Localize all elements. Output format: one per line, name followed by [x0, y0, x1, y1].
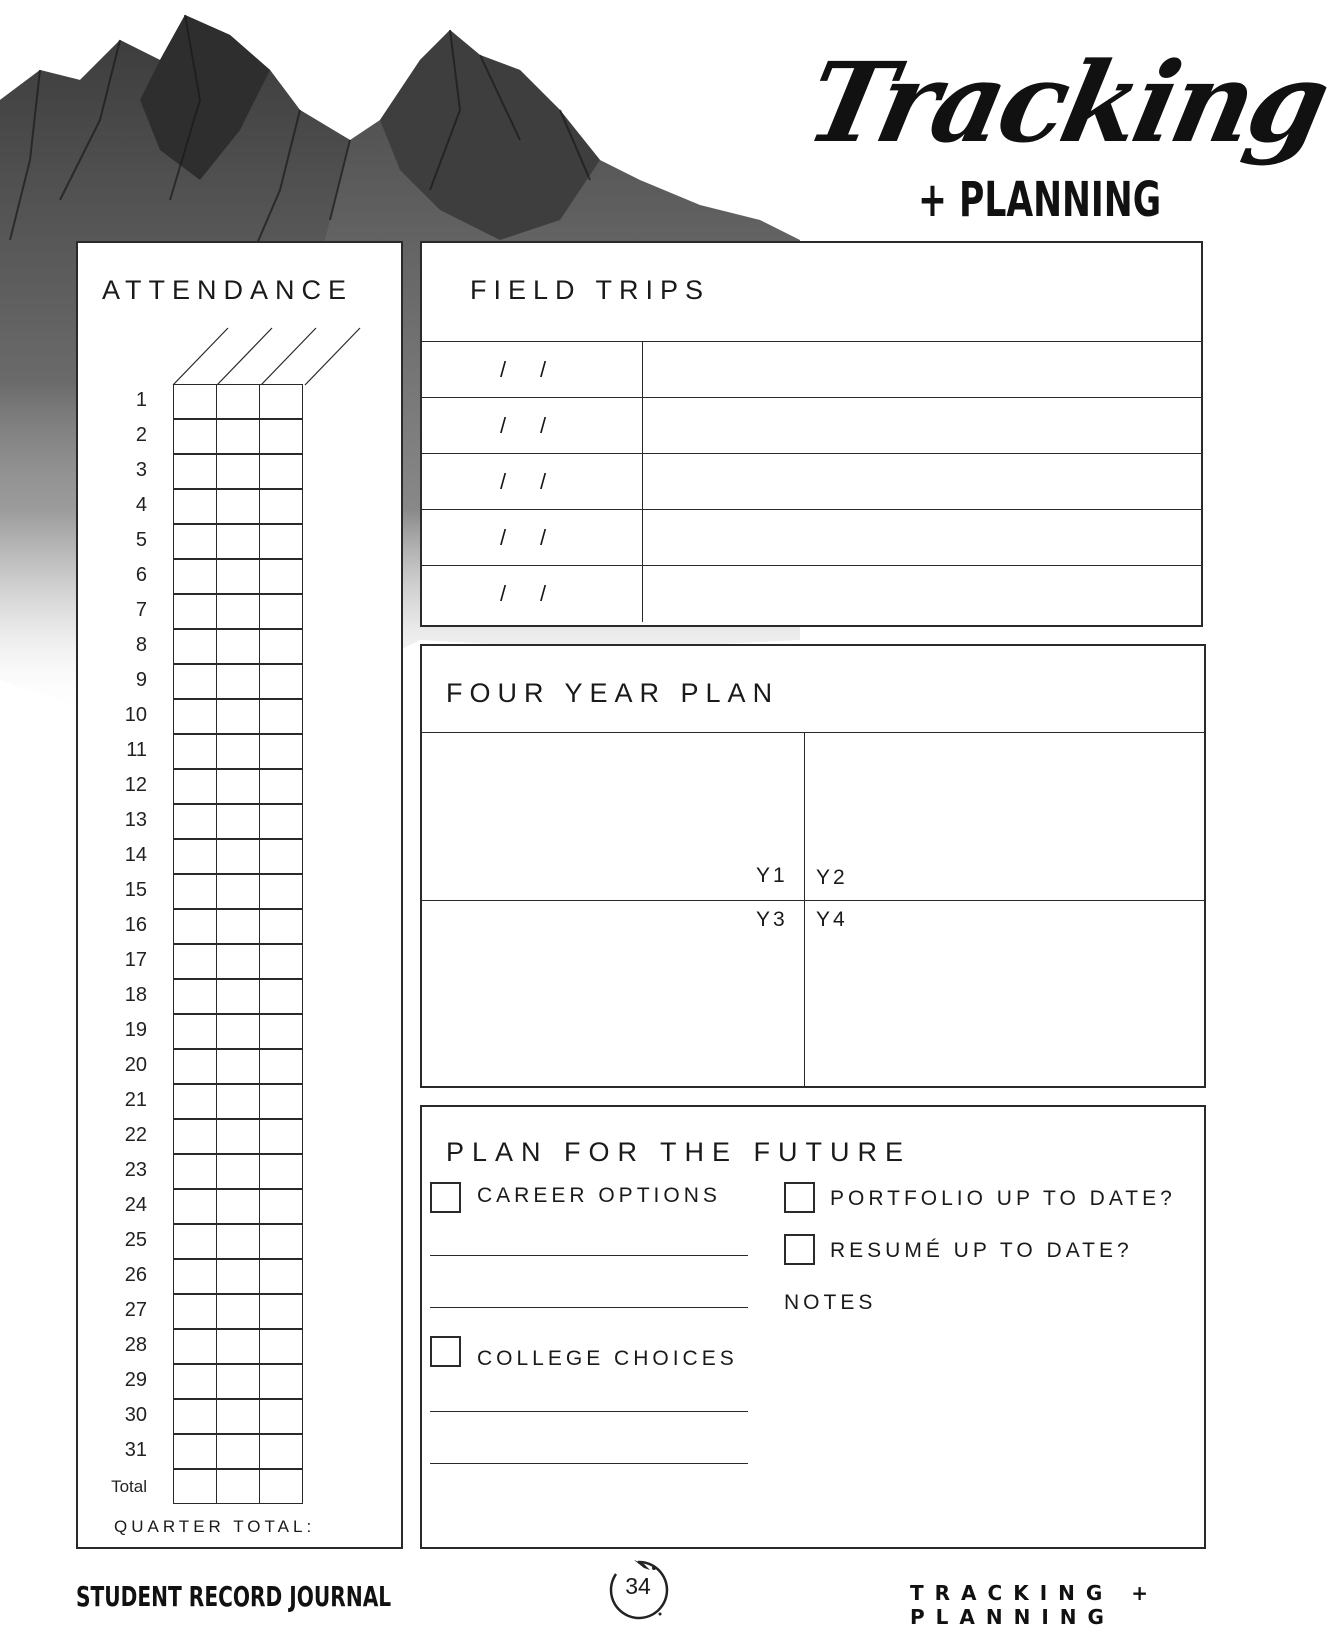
- attendance-cell[interactable]: [173, 524, 217, 559]
- attendance-cell[interactable]: [259, 664, 303, 699]
- attendance-row-number: 10: [124, 704, 147, 726]
- attendance-row-number: 16: [124, 914, 147, 936]
- field-trip-date-field[interactable]: [422, 398, 643, 454]
- y3-label[interactable]: Y3: [756, 908, 788, 931]
- attendance-total-cell[interactable]: [173, 1469, 217, 1504]
- date-slash: /: [500, 525, 507, 550]
- attendance-cell[interactable]: [216, 1119, 260, 1154]
- attendance-cell[interactable]: [216, 1329, 260, 1364]
- attendance-row-number: 1: [135, 389, 147, 411]
- attendance-cell[interactable]: [259, 1434, 303, 1469]
- attendance-cell[interactable]: [259, 384, 303, 419]
- attendance-cell[interactable]: [173, 1364, 217, 1399]
- resume-label: RESUMÉ UP TO DATE?: [830, 1239, 1133, 1262]
- attendance-cell[interactable]: [173, 979, 217, 1014]
- field-trip-date-field[interactable]: [422, 454, 643, 510]
- attendance-cell[interactable]: [259, 1329, 303, 1364]
- attendance-cell[interactable]: [259, 419, 303, 454]
- date-slash: /: [540, 357, 547, 382]
- attendance-cell[interactable]: [216, 629, 260, 664]
- notes-label: NOTES: [784, 1291, 877, 1314]
- attendance-total-cell[interactable]: [259, 1469, 303, 1504]
- attendance-cell[interactable]: [173, 1434, 217, 1469]
- attendance-row-number: 3: [135, 459, 147, 481]
- attendance-cell[interactable]: [173, 839, 217, 874]
- attendance-cell[interactable]: [216, 524, 260, 559]
- attendance-cell[interactable]: [216, 1294, 260, 1329]
- attendance-row-number: 25: [124, 1229, 147, 1251]
- attendance-row-number: 30: [124, 1404, 147, 1426]
- attendance-cell[interactable]: [216, 979, 260, 1014]
- attendance-cell[interactable]: [259, 944, 303, 979]
- attendance-cell[interactable]: [216, 419, 260, 454]
- attendance-cell[interactable]: [216, 1434, 260, 1469]
- attendance-cell[interactable]: [259, 1049, 303, 1084]
- attendance-cell[interactable]: [173, 1189, 217, 1224]
- attendance-row-number: 2: [135, 424, 147, 446]
- attendance-cell[interactable]: [173, 384, 217, 419]
- attendance-row-number: 29: [124, 1369, 147, 1391]
- attendance-panel: [76, 241, 403, 1549]
- attendance-row-number: 28: [124, 1334, 147, 1356]
- attendance-cell[interactable]: [173, 1399, 217, 1434]
- attendance-cell[interactable]: [216, 1259, 260, 1294]
- date-slash: /: [500, 357, 507, 382]
- attendance-cell[interactable]: [259, 1399, 303, 1434]
- page-number-badge: [604, 1556, 672, 1624]
- attendance-row-number: 11: [126, 739, 147, 761]
- field-trip-date-field[interactable]: [422, 566, 643, 622]
- attendance-cell[interactable]: [173, 1294, 217, 1329]
- attendance-cell[interactable]: [259, 804, 303, 839]
- attendance-cell[interactable]: [259, 524, 303, 559]
- attendance-cell[interactable]: [216, 1224, 260, 1259]
- attendance-cell[interactable]: [216, 1364, 260, 1399]
- attendance-cell[interactable]: [173, 489, 217, 524]
- attendance-cell[interactable]: [173, 1049, 217, 1084]
- attendance-cell[interactable]: [259, 559, 303, 594]
- attendance-cell[interactable]: [173, 1014, 217, 1049]
- field-trip-row: [422, 341, 1201, 399]
- attendance-cell[interactable]: [173, 1259, 217, 1294]
- field-trip-date-field[interactable]: [422, 510, 643, 566]
- attendance-row-number: 8: [135, 634, 147, 656]
- attendance-cell[interactable]: [259, 979, 303, 1014]
- attendance-cell[interactable]: [259, 629, 303, 664]
- attendance-row-number: 18: [124, 984, 147, 1006]
- title-script: Tracking: [796, 38, 1337, 167]
- field-trip-description-field[interactable]: [644, 454, 1201, 510]
- attendance-header-diagonals: [168, 313, 368, 388]
- attendance-row-number: 13: [124, 809, 147, 831]
- attendance-cell[interactable]: [216, 804, 260, 839]
- attendance-cell[interactable]: [259, 699, 303, 734]
- attendance-cell[interactable]: [173, 874, 217, 909]
- attendance-cell[interactable]: [259, 454, 303, 489]
- portfolio-label: PORTFOLIO UP TO DATE?: [830, 1187, 1176, 1210]
- attendance-cell[interactable]: [216, 944, 260, 979]
- footer-section-title: TRACKING + PLANNING: [910, 1581, 1160, 1629]
- attendance-cell[interactable]: [173, 1119, 217, 1154]
- attendance-cell[interactable]: [259, 1224, 303, 1259]
- field-trip-row: [422, 509, 1201, 567]
- field-trip-row: [422, 453, 1201, 511]
- attendance-row-number: 5: [135, 529, 147, 551]
- career-options-label: CAREER OPTIONS: [477, 1184, 721, 1207]
- attendance-cell[interactable]: [173, 944, 217, 979]
- attendance-row-number: 26: [124, 1264, 147, 1286]
- attendance-cell[interactable]: [173, 454, 217, 489]
- attendance-cell[interactable]: [216, 909, 260, 944]
- attendance-cell[interactable]: [259, 909, 303, 944]
- attendance-cell[interactable]: [216, 734, 260, 769]
- plan-for-future-title: PLAN FOR THE FUTURE: [446, 1137, 912, 1167]
- date-slash: /: [500, 469, 507, 494]
- attendance-cell[interactable]: [259, 489, 303, 524]
- four-year-plan-panel: [420, 644, 1206, 1088]
- attendance-cell[interactable]: [216, 664, 260, 699]
- date-slash: /: [540, 525, 547, 550]
- title-subtitle: + PLANNING: [918, 172, 1162, 228]
- attendance-cell[interactable]: [216, 1399, 260, 1434]
- attendance-cell[interactable]: [216, 1014, 260, 1049]
- plan-for-future-panel: [420, 1105, 1206, 1549]
- four-year-plan-title: FOUR YEAR PLAN: [446, 678, 780, 708]
- attendance-row-number: 14: [124, 844, 147, 866]
- attendance-cell[interactable]: [173, 804, 217, 839]
- attendance-cell[interactable]: [259, 1084, 303, 1119]
- attendance-cell[interactable]: [259, 594, 303, 629]
- field-trips-title: FIELD TRIPS: [470, 275, 711, 305]
- attendance-cell[interactable]: [216, 454, 260, 489]
- attendance-cell[interactable]: [216, 384, 260, 419]
- attendance-cell[interactable]: [173, 629, 217, 664]
- attendance-cell[interactable]: [259, 1119, 303, 1154]
- attendance-row-number: 21: [124, 1089, 147, 1111]
- attendance-cell[interactable]: [259, 839, 303, 874]
- attendance-cell[interactable]: [216, 1084, 260, 1119]
- attendance-cell[interactable]: [173, 559, 217, 594]
- attendance-cell[interactable]: [216, 839, 260, 874]
- attendance-cell[interactable]: [173, 664, 217, 699]
- attendance-cell[interactable]: [216, 559, 260, 594]
- attendance-cell[interactable]: [216, 1154, 260, 1189]
- attendance-cell[interactable]: [173, 594, 217, 629]
- four-year-divider-top: [422, 732, 1204, 733]
- attendance-cell[interactable]: [259, 769, 303, 804]
- attendance-cell[interactable]: [259, 1364, 303, 1399]
- quarter-total-label: QUARTER TOTAL:: [114, 1517, 316, 1536]
- attendance-row-number: 15: [124, 879, 147, 901]
- field-trip-row: [422, 565, 1201, 623]
- attendance-cell[interactable]: [173, 769, 217, 804]
- date-slash: /: [540, 413, 547, 438]
- attendance-cell[interactable]: [173, 909, 217, 944]
- field-trip-description-field[interactable]: [644, 398, 1201, 454]
- attendance-cell[interactable]: [173, 1154, 217, 1189]
- attendance-cell[interactable]: [259, 1154, 303, 1189]
- attendance-row-number: 27: [124, 1299, 147, 1321]
- y2-label[interactable]: Y2: [816, 866, 848, 889]
- attendance-row-number: 20: [124, 1054, 147, 1076]
- date-slash: /: [540, 581, 547, 606]
- attendance-cell[interactable]: [259, 874, 303, 909]
- attendance-row-number: 6: [135, 564, 147, 586]
- attendance-cell[interactable]: [259, 1294, 303, 1329]
- career-line-1[interactable]: [430, 1255, 748, 1256]
- attendance-row-number: 22: [124, 1124, 147, 1146]
- y4-label[interactable]: Y4: [816, 908, 848, 931]
- attendance-cell[interactable]: [259, 734, 303, 769]
- field-trip-description-field[interactable]: [644, 342, 1201, 398]
- attendance-cell[interactable]: [216, 699, 260, 734]
- date-slash: /: [540, 469, 547, 494]
- attendance-row-number: 31: [124, 1439, 147, 1461]
- attendance-total-cell[interactable]: [216, 1469, 260, 1504]
- attendance-cell[interactable]: [216, 1189, 260, 1224]
- college-line-2[interactable]: [430, 1463, 748, 1464]
- attendance-cell[interactable]: [259, 1014, 303, 1049]
- attendance-cell[interactable]: [173, 1329, 217, 1364]
- attendance-row-number: 23: [124, 1159, 147, 1181]
- field-trip-row: [422, 397, 1201, 455]
- field-trip-date-field[interactable]: [422, 342, 643, 398]
- attendance-cell[interactable]: [216, 874, 260, 909]
- attendance-cell[interactable]: [216, 769, 260, 804]
- field-trip-description-field[interactable]: [644, 566, 1201, 622]
- page-number: 34: [625, 1573, 651, 1599]
- four-year-divider-middle: [422, 900, 1204, 901]
- field-trips-panel: [420, 241, 1203, 627]
- y1-label[interactable]: Y1: [756, 864, 788, 887]
- attendance-total-label: Total: [111, 1477, 147, 1496]
- career-options-checkbox[interactable]: [430, 1182, 461, 1213]
- attendance-row-number: 9: [135, 669, 147, 691]
- attendance-row-number: 19: [124, 1019, 147, 1041]
- attendance-cell[interactable]: [216, 489, 260, 524]
- attendance-cell[interactable]: [173, 1084, 217, 1119]
- attendance-row-number: 4: [135, 494, 147, 516]
- attendance-row-number: 17: [124, 949, 147, 971]
- attendance-cell[interactable]: [259, 1189, 303, 1224]
- attendance-cell[interactable]: [216, 1049, 260, 1084]
- date-slash: /: [500, 413, 507, 438]
- portfolio-checkbox[interactable]: [784, 1182, 815, 1213]
- four-year-divider-vertical: [804, 732, 805, 1086]
- attendance-cell[interactable]: [173, 1224, 217, 1259]
- college-choices-label: COLLEGE CHOICES: [477, 1347, 738, 1370]
- career-line-2[interactable]: [430, 1307, 748, 1308]
- attendance-row-number: 12: [124, 774, 147, 796]
- attendance-cell[interactable]: [173, 419, 217, 454]
- date-slash: /: [500, 581, 507, 606]
- attendance-row-number: 24: [124, 1194, 147, 1216]
- field-trip-description-field[interactable]: [644, 510, 1201, 566]
- college-choices-checkbox[interactable]: [430, 1336, 461, 1367]
- attendance-cell[interactable]: [216, 594, 260, 629]
- attendance-cell[interactable]: [259, 1259, 303, 1294]
- footer-journal-title: STUDENT RECORD JOURNAL: [76, 1580, 392, 1613]
- resume-checkbox[interactable]: [784, 1234, 815, 1265]
- attendance-row-number: 7: [135, 599, 147, 621]
- attendance-title: ATTENDANCE: [102, 275, 354, 305]
- attendance-cell[interactable]: [173, 734, 217, 769]
- attendance-cell[interactable]: [173, 699, 217, 734]
- college-line-1[interactable]: [430, 1411, 748, 1412]
